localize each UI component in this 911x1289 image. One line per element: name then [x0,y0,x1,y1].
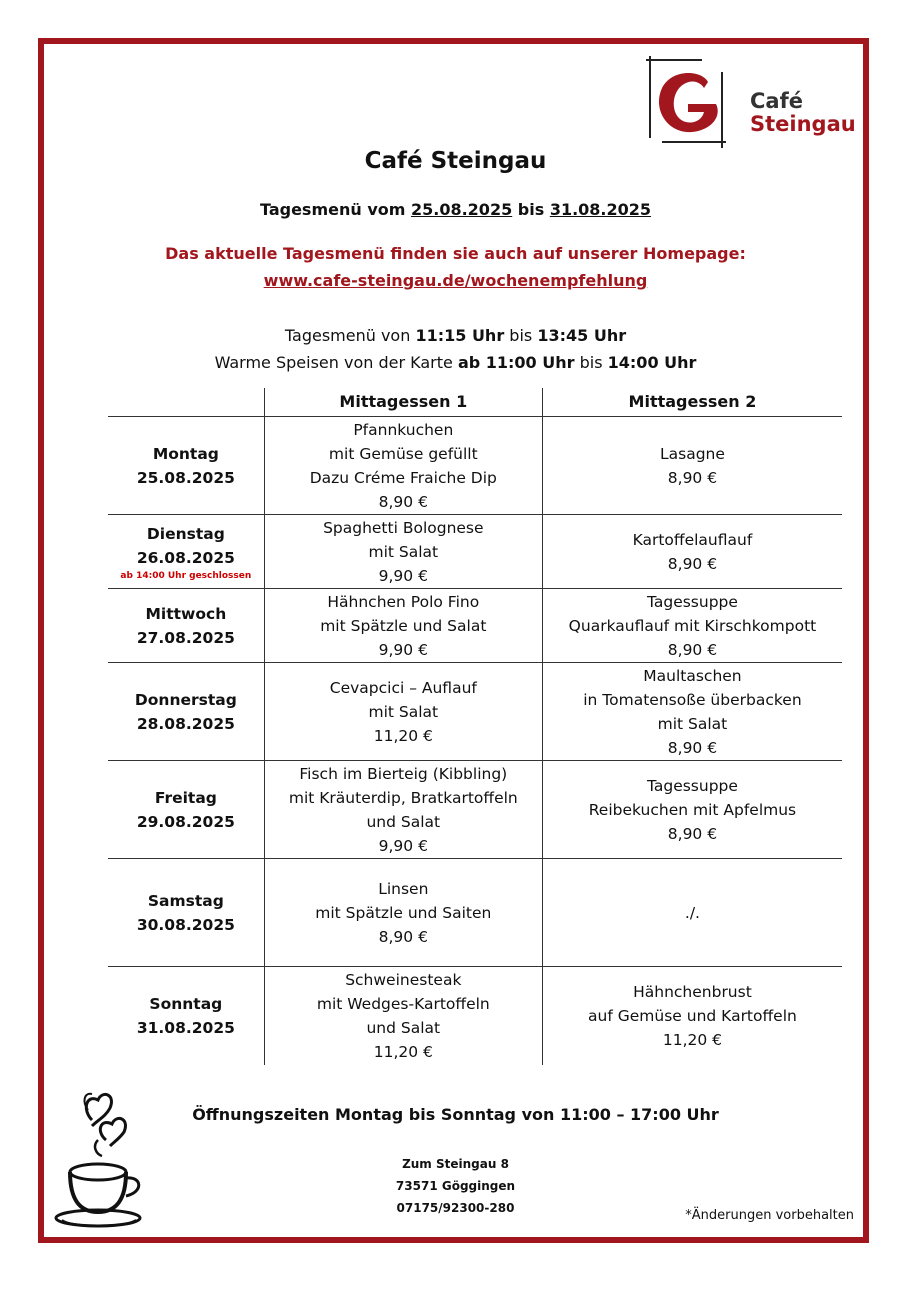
dish-line: ./. [684,903,700,922]
dish-line: und Salat [366,812,441,831]
table-row [108,761,842,859]
opening-hours: Öffnungszeiten Montag bis Sonntag von 11:00 – 17:00 Uhr [192,1105,719,1124]
hours-text: Warme Speisen von der Karte [214,353,458,372]
mittagessen-2-cell [542,515,842,589]
logo-line-steingau: Steingau [750,112,856,136]
dish-line: Tagessuppe [646,776,738,795]
dish-line: Pfannkuchen [353,420,454,439]
day-date: 29.08.2025 [136,812,235,831]
header-mittagessen-1: Mittagessen 1 [264,388,542,417]
dish-line: mit Salat [368,702,439,721]
dish-line: 9,90 € [378,836,428,855]
mittagessen-2-cell [542,761,842,859]
hours-line-1 [0,322,911,349]
dish-line: Quarkauflauf mit Kirschkompott [568,616,817,635]
closed-note: ab 14:00 Uhr geschlossen [120,570,252,581]
dish-line: 11,20 € [662,1030,723,1049]
dish-line: in Tomatensoße überbacken [583,690,802,709]
address-city: 73571 Göggingen [395,1179,516,1193]
hours-text: Tagesmenü von [284,326,416,345]
dish-line: Maultaschen [643,666,742,685]
dish-line: 9,90 € [378,566,428,585]
dish-line: 8,90 € [667,554,718,573]
mittagessen-1-cell [264,417,542,515]
dish-line: und Salat [366,1018,441,1037]
hours-text: bis [504,326,538,345]
day-date: 27.08.2025 [136,628,235,647]
period-mid: bis [512,200,550,219]
day-name: Montag [152,444,219,463]
dish-line: Cevapcici – Auflauf [329,678,477,697]
day-date: 25.08.2025 [136,468,235,487]
header-day [108,388,264,417]
dish-line: auf Gemüse und Kartoffeln [588,1006,797,1025]
dish-line: Fisch im Bierteig (Kibbling) [299,764,508,783]
day-cell [108,515,264,589]
dish-line: Reibekuchen mit Apfelmus [588,800,797,819]
cafe-logo [642,52,872,152]
hours-time: ab 11:00 Uhr [457,353,575,372]
dish-line: mit Spätzle und Salat [320,616,487,635]
dish-line: mit Wedges-Kartoffeln [316,994,490,1013]
day-date: 26.08.2025 [136,548,235,567]
address-phone: 07175/92300-280 [396,1201,515,1215]
logo-line-cafe: Café [750,89,803,113]
dish-line: Hähnchenbrust [633,982,752,1001]
day-cell [108,967,264,1065]
hours-time: 11:15 Uhr [415,326,505,345]
serving-hours [0,322,911,376]
period-prefix: Tagesmenü vom [259,200,411,219]
table-row [108,515,842,589]
day-name: Sonntag [149,994,223,1013]
dish-line: 8,90 € [667,824,718,843]
homepage-link[interactable]: www.cafe-steingau.de/wochenempfehlung [263,271,648,290]
menu-table [108,388,842,1065]
day-name: Samstag [147,891,224,910]
day-cell [108,663,264,761]
dish-line: Linsen [378,879,429,898]
dish-line: 9,90 € [378,640,428,659]
day-cell [108,589,264,663]
day-cell [108,761,264,859]
table-row [108,589,842,663]
dish-line: mit Spätzle und Saiten [315,903,492,922]
header-mittagessen-2: Mittagessen 2 [542,388,842,417]
mittagessen-2-cell [542,859,842,967]
table-row [108,663,842,761]
dish-line: Kartoffelauflauf [632,530,753,549]
mittagessen-1-cell [264,515,542,589]
table-header-row [108,388,842,417]
notice-text: Das aktuelle Tagesmenü finden sie auch auf unserer Homepage: [165,244,746,263]
day-name: Freitag [154,788,217,807]
table-row [108,967,842,1065]
day-date: 30.08.2025 [136,915,235,934]
mittagessen-1-cell [264,589,542,663]
menu-period [0,200,911,219]
dish-line: 8,90 € [667,468,718,487]
dish-line: mit Salat [657,714,728,733]
dish-line: Schweinesteak [345,970,462,989]
page-title: Café Steingau [364,148,547,174]
day-cell [108,417,264,515]
homepage-notice [0,240,911,294]
day-name: Mittwoch [145,604,227,623]
table-row [108,859,842,967]
period-to: 31.08.2025 [549,200,652,219]
changes-note: *Änderungen vorbehalten [685,1208,854,1223]
day-cell [108,859,264,967]
cafe-steingau-logo-icon [642,52,742,152]
mittagessen-1-cell [264,859,542,967]
hours-line-2 [0,349,911,376]
dish-line: Dazu Créme Fraiche Dip [309,468,497,487]
dish-line: mit Kräuterdip, Bratkartoffeln [288,788,518,807]
day-name: Dienstag [146,524,225,543]
dish-line: 8,90 € [378,927,428,946]
day-date: 31.08.2025 [136,1018,235,1037]
dish-line: Lasagne [659,444,725,463]
dish-line: Hähnchen Polo Fino [327,592,480,611]
mittagessen-2-cell [542,417,842,515]
dish-line: mit Gemüse gefüllt [328,444,478,463]
mittagessen-1-cell [264,663,542,761]
dish-line: 11,20 € [373,726,433,745]
mittagessen-1-cell [264,761,542,859]
mittagessen-1-cell [264,967,542,1065]
table-row [108,417,842,515]
dish-line: 11,20 € [373,1042,433,1061]
mittagessen-2-cell [542,663,842,761]
dish-line: 8,90 € [667,738,718,757]
dish-line: Tagessuppe [646,592,738,611]
hours-text: bis [574,353,608,372]
dish-line: mit Salat [368,542,439,561]
day-date: 28.08.2025 [136,714,235,733]
dish-line: 8,90 € [378,492,428,511]
day-name: Donnerstag [134,690,237,709]
mittagessen-2-cell [542,967,842,1065]
address-street: Zum Steingau 8 [402,1157,509,1171]
hours-time: 14:00 Uhr [607,353,697,372]
period-from: 25.08.2025 [410,200,513,219]
hours-time: 13:45 Uhr [537,326,627,345]
mittagessen-2-cell [542,589,842,663]
dish-line: Spaghetti Bolognese [323,518,484,537]
dish-line: 8,90 € [667,640,718,659]
